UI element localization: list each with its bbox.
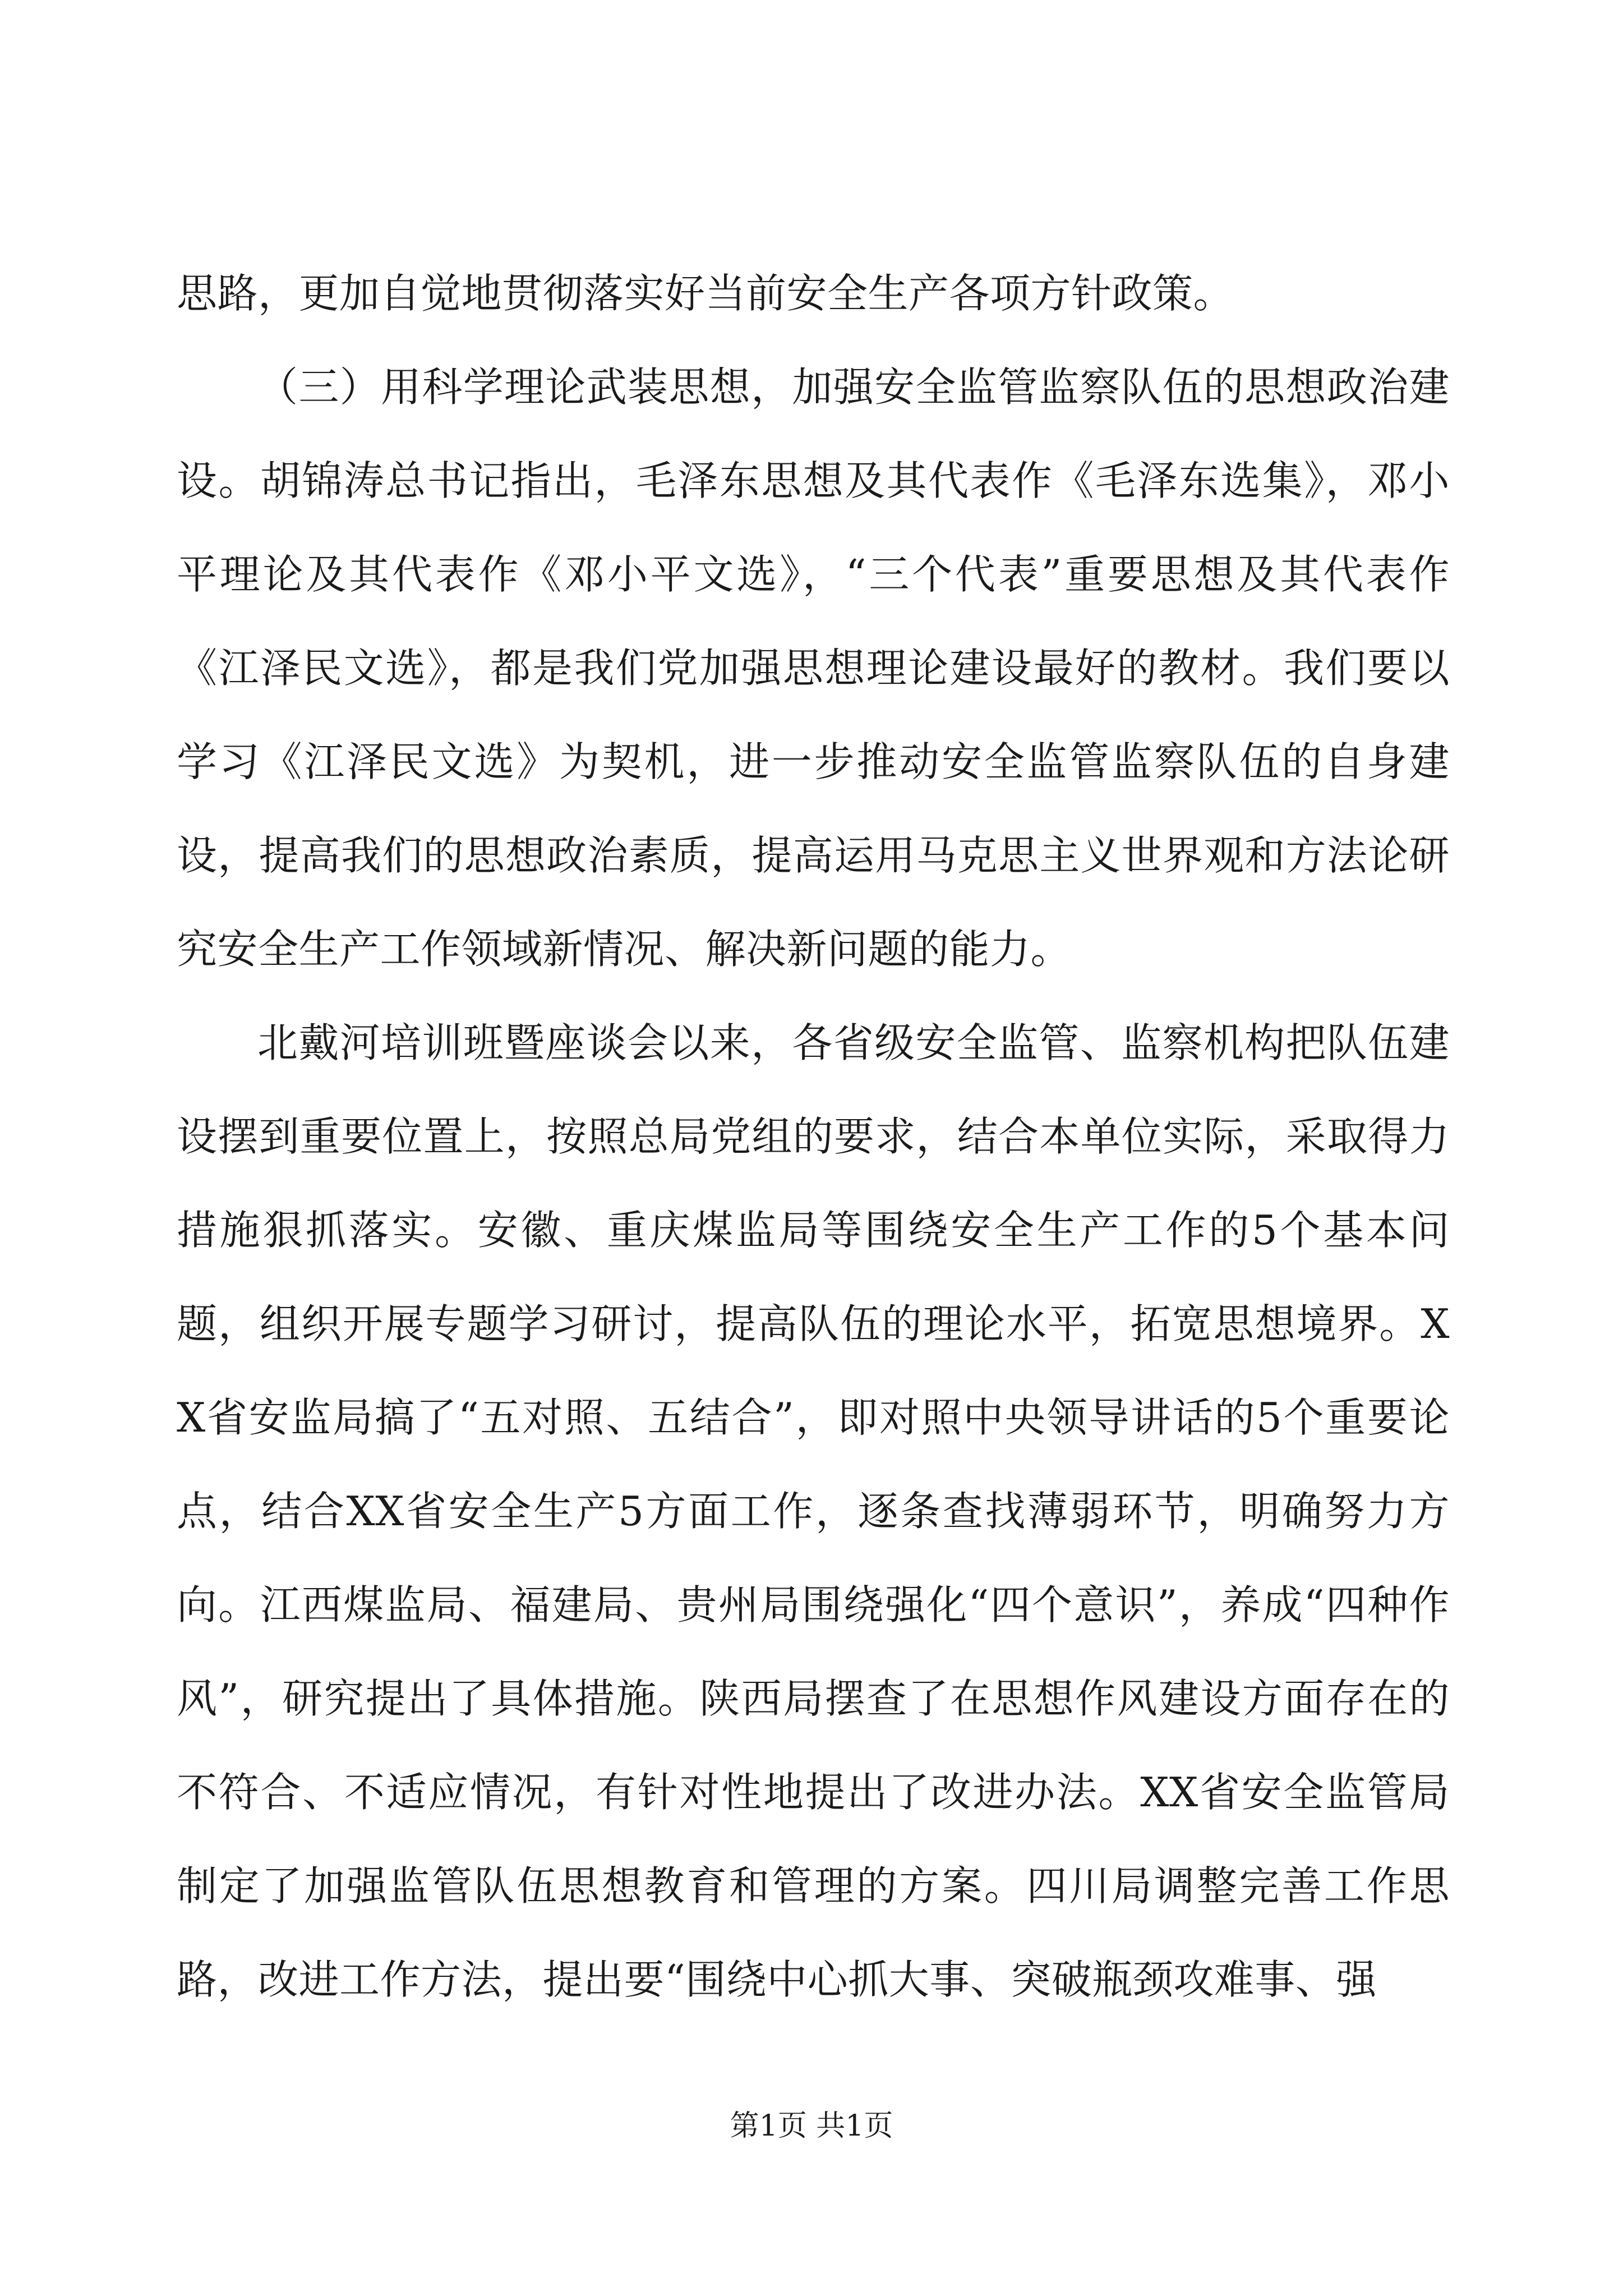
paragraph-section-three: （三）用科学理论武装思想，加强安全监管监察队伍的思想政治建设。胡锦涛总书记指出，毛泽东思想及其代表作《毛泽东选集》，邓小平理论及其代表作《邓小平文选》，“三个代表”重要思想及其代表作《江泽民文选》，都是我们党加强思想理论建设最好的教材。我们要以学习《江泽民文选》为契机，进一步推动安全监管监察队伍的自身建设，提高我们的思想政治素质，提高运用马克思主义世界观和方法论研究安全生产工作领域新情况、解决新问题的能力。 xyxy=(177,364,1450,973)
page-footer: 第1页 共1页 xyxy=(730,2109,893,2143)
paragraph-beidaihe: 北戴河培训班暨座谈会以来，各省级安全监管、监察机构把队伍建设摆到重要位置上，按照总局党组的要求，结合本单位实际，采取得力措施狠抓落实。安徽、重庆煤监局等围绕安全生产工作的5个基本问题，组织开展专题学习研讨，提高队伍的理论水平，拓宽思想境界。XX省安监局搞了“五对照、五结合”，即对照中央领导讲话的5个重要论点，结合XX省安全生产5方面工作，逐条查找薄弱环节，明确努力方向。江西煤监局、福建局、贵州局围绕强化“四个意识”，养成“四种作风”，研究提出了具体措施。陕西局摆查了在思想作风建设方面存在的不符合、不适应情况，有针对性地提出了改进办法。XX省安全监管局制定了加强监管队伍思想教育和管理的方案。四川局调整完善工作思路，改进工作方法，提出要“围绕中心抓大事、突破瓶颈攻难事、强 xyxy=(177,1019,1450,2003)
paragraph-continuation: 思路，更加自觉地贯彻落实好当前安全生产各项方针政策。 xyxy=(177,270,1234,317)
document-body xyxy=(177,247,1450,2027)
